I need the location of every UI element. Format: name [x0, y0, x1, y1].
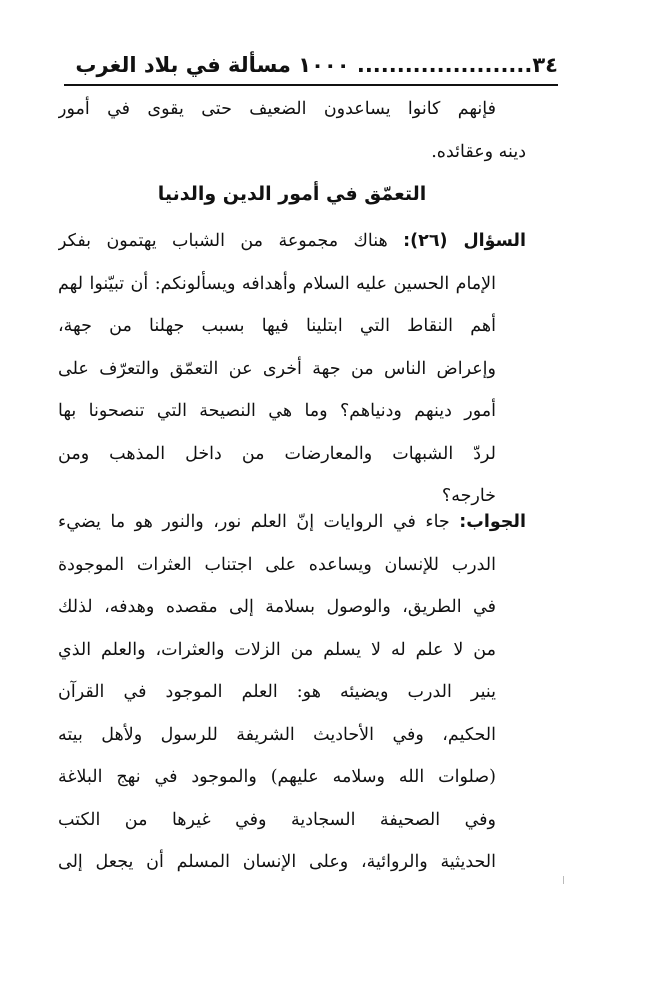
question-label: السؤال (٢٦):	[403, 231, 526, 251]
header-rule	[64, 84, 558, 86]
header-dots: ......................	[356, 53, 533, 77]
answer-line-1	[58, 501, 526, 544]
scan-speck	[563, 876, 564, 884]
answer-line-6: الحكيم، وفي الأحاديث الشريفة للرسول ولأهل بيته	[58, 724, 496, 745]
answer-line-4: من لا علم له لا يسلم من الزلات والعثرات، والعلم الذي	[58, 639, 496, 660]
answer-line-8: وفي الصحيفة السجادية وفي غيرها من الكتب	[58, 809, 496, 830]
question-line-3: أهم النقاط التي ابتلينا فيها بسبب جهلنا من جهة،	[58, 316, 496, 336]
question-line-1	[58, 220, 526, 263]
question-paragraph	[58, 220, 526, 518]
answer-text-1: جاء في الروايات إنّ العلم نور، والنور هو ما يضيء	[58, 512, 450, 532]
question-text-1: هناك مجموعة من الشباب يهتمون بفكر	[58, 231, 388, 251]
intro-paragraph	[58, 88, 526, 173]
section-title: التعمّق في أمور الدين والدنيا	[157, 183, 427, 205]
intro-line-2: دينه وعقائده.	[431, 141, 526, 162]
running-header	[64, 52, 558, 92]
header-text	[64, 52, 558, 78]
question-line-6: لردّ الشبهات والمعارضات من داخل المذهب ومن	[58, 443, 496, 464]
answer-label: الجواب:	[459, 512, 526, 532]
answer-line-7: (صلوات الله وسلامه عليهم) والموجود في نهج البلاغة	[58, 767, 496, 787]
answer-line-2: الدرب للإنسان ويساعده على اجتناب العثرات الموجودة	[58, 554, 496, 575]
question-line-7: خارجه؟	[441, 486, 496, 506]
intro-line-1: فإنهم كانوا يساعدون الضعيف حتى يقوى في أمور	[58, 99, 496, 119]
question-line-5: أمور دينهم ودنياهم؟ وما هي النصيحة التي تنصحونا بها	[58, 401, 496, 421]
answer-line-3: في الطريق، والوصول بسلامة إلى مقصده وهدفه، لذلك	[58, 597, 496, 617]
page-number: ٣٤	[532, 53, 558, 77]
answer-line-5: ينير الدرب ويضيئه هو: العلم الموجود في القرآن	[58, 682, 496, 702]
question-line-2: الإمام الحسين عليه السلام وأهدافه ويسألونكم: أن تبيّنوا لهم	[58, 273, 496, 294]
question-line-4: وإعراض الناس من جهة أخرى عن التعمّق والتعرّف على	[58, 358, 496, 379]
answer-line-9: الحديثية والروائية، وعلى الإنسان المسلم أن يجعل إلى	[58, 852, 496, 872]
answer-paragraph	[58, 501, 526, 884]
book-title: ١٠٠٠ مسألة في بلاد الغرب	[75, 53, 350, 77]
